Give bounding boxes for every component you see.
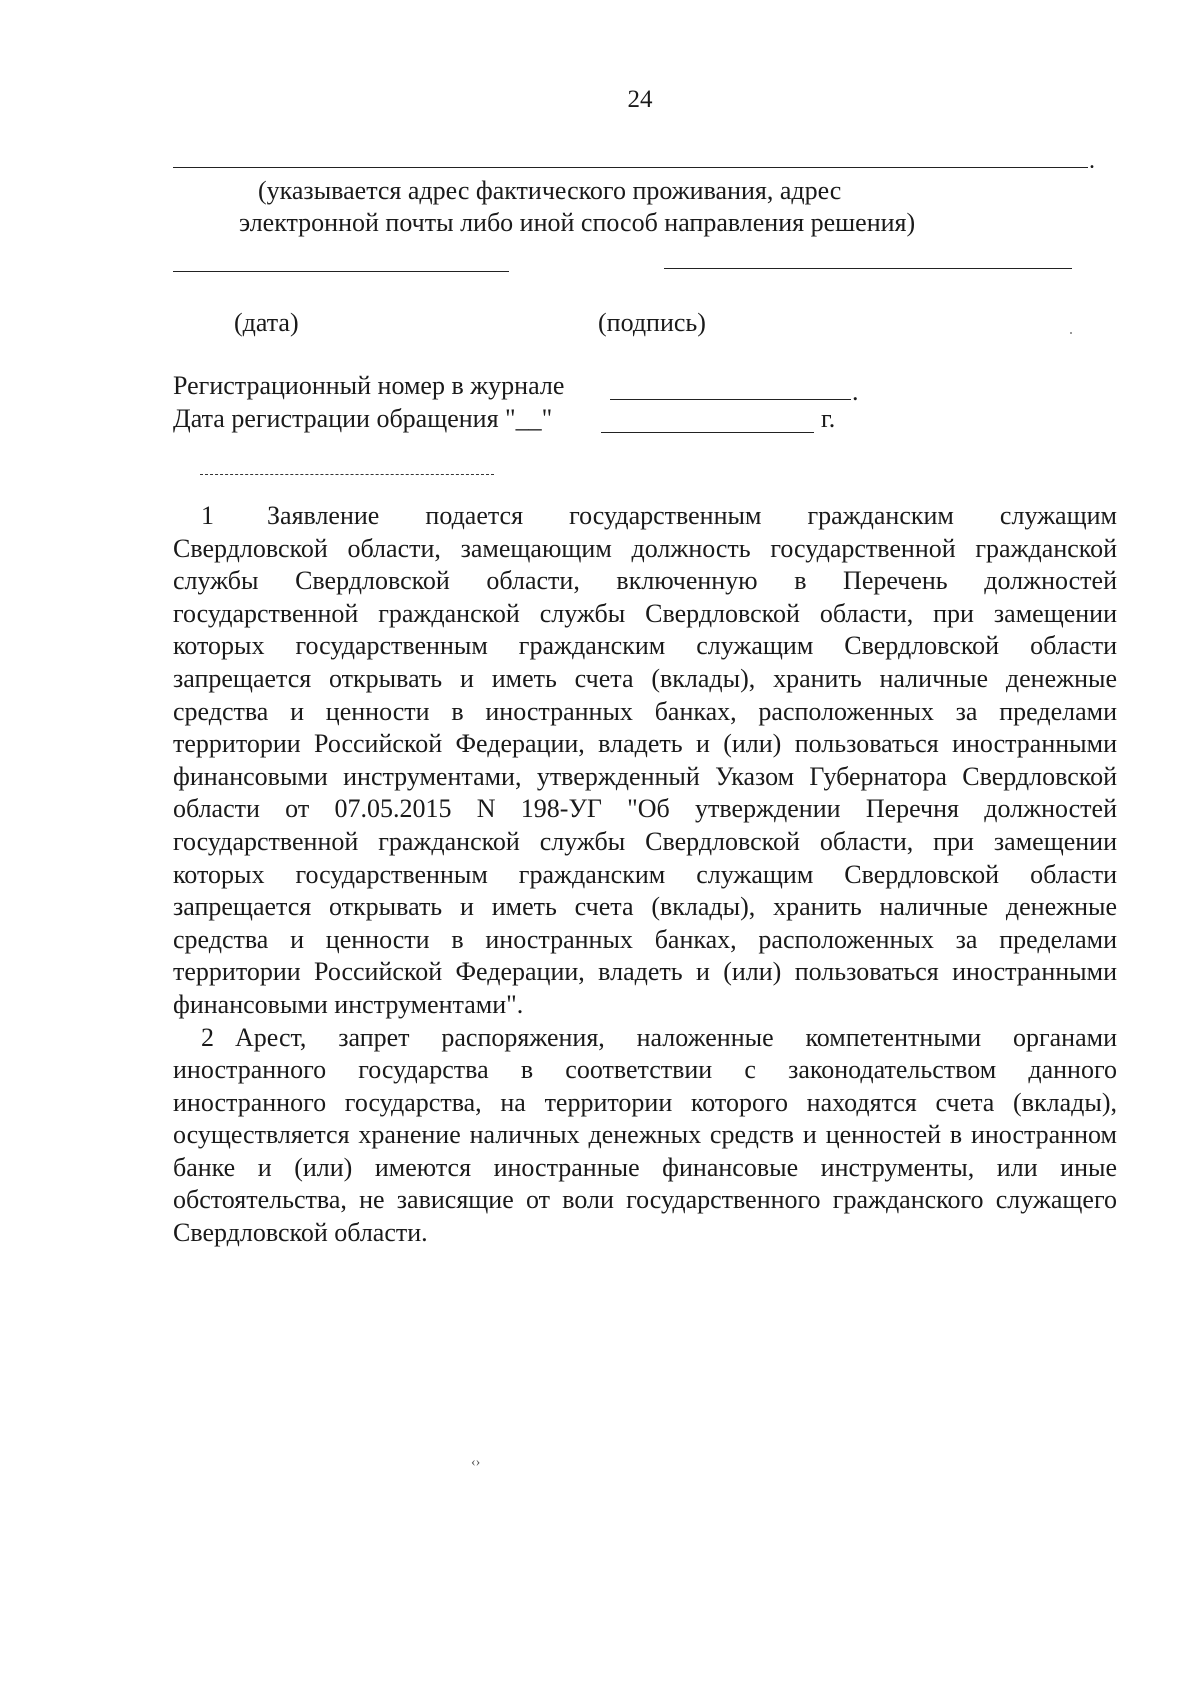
address-line-terminator: .	[1089, 148, 1095, 174]
footnote-2-number: 2	[201, 1022, 214, 1052]
address-caption-line-1: (указывается адрес фактического проживания, адрес	[258, 176, 842, 205]
registration-date-label: Дата регистрации обращения "__"	[173, 404, 553, 433]
footnote-separator	[200, 474, 494, 475]
address-line	[173, 167, 1088, 168]
signature-line	[664, 268, 1072, 269]
footnote-1-number: 1	[201, 501, 214, 530]
scan-speck	[1070, 332, 1072, 334]
footnote-1	[173, 500, 1117, 1022]
journal-number-row	[173, 371, 564, 401]
journal-number-terminator: .	[852, 377, 859, 406]
registration-date-blank	[601, 432, 814, 433]
address-caption-line-2: электронной почты либо иной способ направления решения)	[239, 208, 916, 237]
scan-artifact: ‹›	[471, 1455, 481, 1470]
footnote-2-text: Арест, запрет распоряжения, наложенные компетентными органами иностранного государства в соответствии с законодательством данного иностранного государства, на территории которого находятся счета (вклады), осуществляется хранение наличных денежных средств и ценностей в иностранном банке и (или) имеются иностранные финансовые инструменты, или иные обстоятельства, не зависящие от воли государственного гражданского служащего Свердловской области.	[173, 1022, 1117, 1248]
registration-date-suffix: г.	[821, 404, 836, 433]
page-number: 24	[627, 86, 653, 113]
registration-date-row	[173, 404, 552, 434]
signature-caption: (подпись)	[598, 308, 706, 337]
date-line	[173, 271, 509, 272]
date-caption: (дата)	[234, 308, 299, 337]
footnote-1-text: Заявление подается государственным гражданским служащим Свердловской области, замещающим должность государственной гражданской службы Свердловской области, включенную в Перечень должностей государственной гражданской службы Свердловской области, при замещении которых государственным гражданским служащим Свердловской области запрещается открывать и иметь счета (вклады), хранить наличные денежные средства и ценности в иностранных банках, расположенных за пределами территории Российской Федерации, владеть и (или) пользоваться иностранными финансовыми инструментами, утвержденный Указом Губернатора Свердловской области от 07.05.2015 N 198-УГ "Об утверждении Перечня должностей государственной гражданской службы Свердловской области, при замещении которых государственным гражданским служащим Свердловской области запрещается открывать и иметь счета (вклады), хранить наличные денежные средства и ценности в иностранных банках, расположенных за пределами территории Российской Федерации, владеть и (или) пользоваться иностранными финансовыми инструментами".	[173, 501, 1117, 1019]
journal-number-label: Регистрационный номер в журнале	[173, 371, 565, 400]
footnote-2	[173, 1022, 1117, 1250]
footnotes	[173, 500, 1117, 1250]
journal-number-blank	[610, 399, 851, 400]
